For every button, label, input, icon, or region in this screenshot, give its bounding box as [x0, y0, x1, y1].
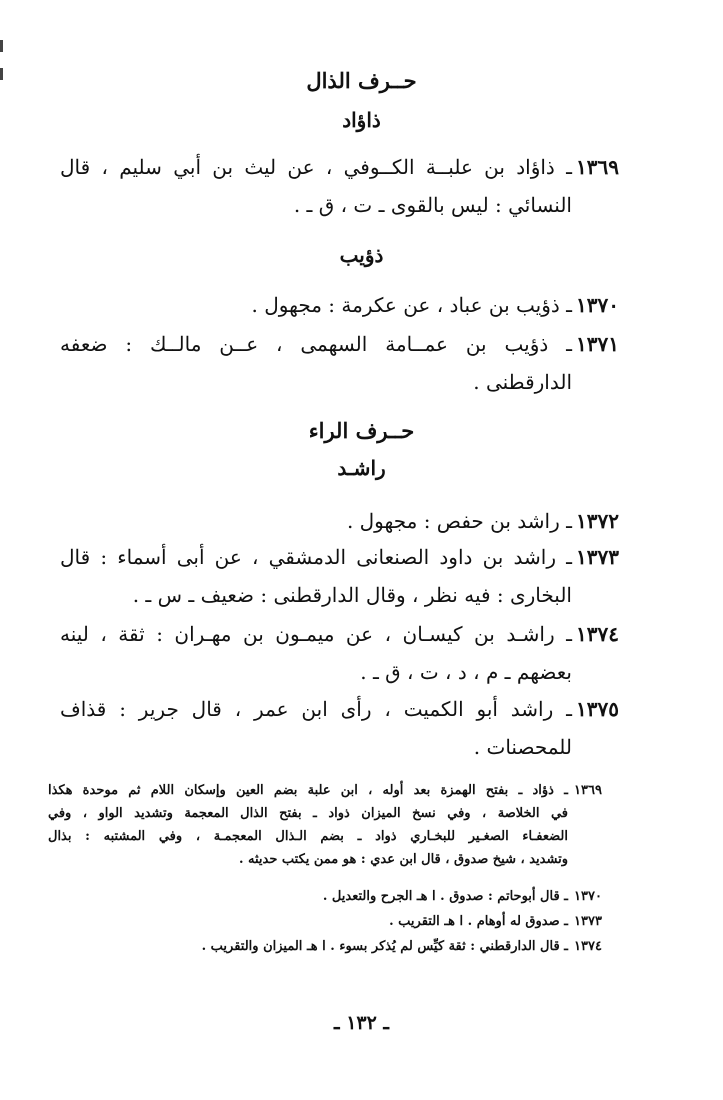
entry-number: ١٣٧٤: [576, 622, 619, 646]
entry-line: ـ راشـد بن كيسـان ، عن ميمـون بن مهـران : ثقة ، لينه: [60, 622, 572, 646]
footnote-number: ١٣٧٠: [574, 889, 602, 904]
entry-number: ١٣٦٩: [576, 155, 619, 179]
entry-line: ـ راشد بن حفص : مجهول .: [346, 509, 572, 533]
footnote-number: ١٣٧٣: [574, 914, 602, 929]
footnote-number: ١٣٦٩: [574, 783, 602, 798]
footnote-line: في الخلاصة ، وفي نسخ الميزان ذواد ـ بفتح الذال المعجمة وتشديد الواو ، وفي: [48, 806, 568, 821]
footnote-line: ـ قال الدارقطني : ثقة كيِّس لم يُذكر بسوء . ا هـ الميزان والتقريب .: [201, 939, 568, 954]
root-heading-rashid: راشـد: [337, 456, 386, 480]
footnote-line: ـ قال أبوحاتم : صدوق . ا هـ الجرح والتعديل .: [322, 889, 568, 904]
margin-mark: [0, 40, 3, 52]
entry-line: بعضهم ـ م ، د ، ت ، ق ـ .: [360, 660, 572, 684]
entry-line: ـ ذؤيب بن عمــامة السهمى ، عــن مالــك : ضعفه: [60, 332, 572, 356]
entry-line: ـ راشد بن داود الصنعانى الدمشقي ، عن أبى أسماء : قال: [60, 545, 572, 569]
page-number: ـ ١٣٢ ـ: [334, 1012, 389, 1034]
entry-1372: [60, 502, 619, 540]
section-heading-letter-ra: حــرف الراء: [308, 418, 415, 443]
footnote-line: الضعفـاء الصغـير للبخـاري ذواد ـ بضم الـذال المعجمـة ، وفي المشتبه : بذال: [48, 829, 568, 844]
footnote-number: ١٣٧٤: [574, 939, 602, 954]
entry-1369: [60, 148, 619, 224]
footnote-line: ـ صدوق له أوهام . ا هـ التقريب .: [389, 914, 568, 929]
root-heading-dhuayb: ذؤيب: [339, 243, 384, 267]
footnote-1369: [48, 779, 602, 871]
entry-line: البخارى : فيه نظر ، وقال الدارقطنى : ضعيف ـ س ـ .: [132, 583, 572, 607]
root-heading-dawud: ذاؤاد: [342, 108, 381, 132]
entry-1371: [60, 325, 619, 401]
entry-line: الدارقطنى .: [473, 370, 572, 394]
entry-number: ١٣٧٠: [576, 293, 619, 317]
entry-number: ١٣٧١: [576, 332, 619, 356]
entry-line: النسائي : ليس بالقوى ـ ت ، ق ـ .: [293, 193, 572, 217]
entry-line: ـ ذاؤاد بن علبــة الكــوفي ، عن ليث بن أبي سليم ، قال: [60, 155, 572, 179]
entry-number: ١٣٧٣: [576, 545, 619, 569]
footnote-1373: [48, 910, 602, 933]
entry-number: ١٣٧٢: [576, 509, 619, 533]
footnote-line: وتشديد ، شيخ صدوق ، قال ابن عدي : هو ممن يكتب حديثه .: [238, 852, 568, 867]
footnote-1374: [48, 935, 602, 958]
entry-number: ١٣٧٥: [576, 697, 619, 721]
entry-line: للمحصنات .: [473, 735, 572, 759]
footnote-1370: [48, 885, 602, 908]
entry-line: ـ راشد أبو الكميت ، رأى ابن عمر ، قال جرير : قذاف: [60, 697, 572, 721]
entry-1373: [60, 538, 619, 614]
entry-line: ـ ذؤيب بن عباد ، عن عكرمة : مجهول .: [251, 293, 572, 317]
entry-1375: [60, 690, 619, 766]
footnote-line: ـ ذؤاد ـ بفتح الهمزة بعد أوله ، ابن علبة بضم العين وإسكان اللام ثم موحدة هكذا: [48, 783, 568, 798]
entry-1374: [60, 615, 619, 691]
section-heading-letter-dhal: حــرف الذال: [306, 68, 417, 93]
entry-1370: [60, 286, 619, 324]
